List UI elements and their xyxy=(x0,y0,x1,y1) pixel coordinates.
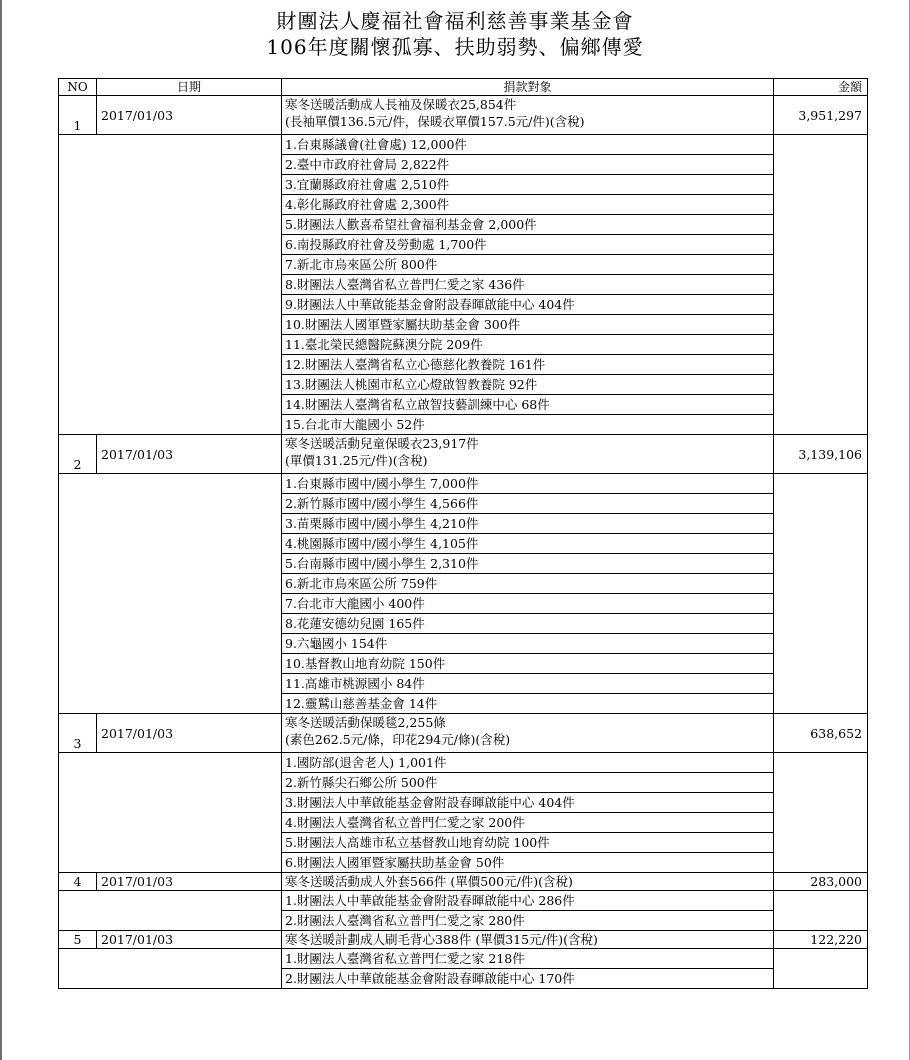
row-number: 1 xyxy=(59,96,97,135)
blank-cell xyxy=(59,135,282,435)
row-amount: 122,220 xyxy=(774,931,868,949)
row-date: 2017/01/03 xyxy=(97,931,282,949)
page-edge-left xyxy=(0,0,2,1060)
recipient-item: 5.台南縣市國中/國小學生 2,310件 xyxy=(282,554,774,574)
recipient-item: 3.苗栗縣市國中/國小學生 4,210件 xyxy=(282,514,774,534)
recipient-item: 2.財團法人中華啟能基金會附設春暉啟能中心 170件 xyxy=(282,969,774,989)
recipient-item: 4.桃園縣市國中/國小學生 4,105件 xyxy=(282,534,774,554)
recipient-item: 8.花蓮安德幼兒園 165件 xyxy=(282,614,774,634)
recipient-item: 6.財團法人國軍暨家屬扶助基金會 50件 xyxy=(282,853,774,873)
recipient-item: 10.財團法人國軍暨家屬扶助基金會 300件 xyxy=(282,315,774,335)
column-header-no: NO xyxy=(59,79,97,96)
row-number: 4 xyxy=(59,873,97,891)
description-line: 寒冬送暖計劃成人刷毛背心388件 (單價315元/件)(含稅) xyxy=(285,932,598,947)
recipient-row xyxy=(59,949,868,969)
recipient-item: 7.台北市大龍國小 400件 xyxy=(282,594,774,614)
blank-amount-cell xyxy=(774,891,868,931)
recipient-item: 3.財團法人中華啟能基金會附設春暉啟能中心 404件 xyxy=(282,793,774,813)
row-date: 2017/01/03 xyxy=(97,435,282,474)
row-description xyxy=(282,96,774,135)
description-line: 寒冬送暖活動成人外套566件 (單價500元/件)(含稅) xyxy=(285,874,573,889)
recipient-item: 1.財團法人臺灣省私立普門仁愛之家 218件 xyxy=(282,949,774,969)
row-amount: 638,652 xyxy=(774,714,868,753)
recipient-item: 9.財團法人中華啟能基金會附設春暉啟能中心 404件 xyxy=(282,295,774,315)
column-header-amount: 金額 xyxy=(774,79,868,96)
row-description xyxy=(282,873,774,891)
row-amount: 283,000 xyxy=(774,873,868,891)
donation-table xyxy=(58,78,868,989)
description-line: (長袖單價136.5元/件，保暖衣單價157.5元/件)(含稅) xyxy=(285,114,585,129)
recipient-item: 1.財團法人中華啟能基金會附設春暉啟能中心 286件 xyxy=(282,891,774,911)
donation-row xyxy=(59,931,868,949)
recipient-item: 11.臺北榮民總醫院蘇澳分院 209件 xyxy=(282,335,774,355)
row-date: 2017/01/03 xyxy=(97,873,282,891)
document-subtitle: 106年度關懷孤寡、扶助弱勢、偏鄉傳愛 xyxy=(266,35,644,59)
blank-amount-cell xyxy=(774,949,868,989)
recipient-item: 2.財團法人臺灣省私立普門仁愛之家 280件 xyxy=(282,911,774,931)
recipient-item: 12.財團法人臺灣省私立心德慈化教養院 161件 xyxy=(282,355,774,375)
blank-cell xyxy=(59,891,282,931)
blank-cell xyxy=(59,753,282,873)
description-line: (素色262.5元/條，印花294元/條)(含稅) xyxy=(285,732,511,747)
row-amount: 3,951,297 xyxy=(774,96,868,135)
document-header xyxy=(0,8,910,60)
recipient-item: 8.財團法人臺灣省私立普門仁愛之家 436件 xyxy=(282,275,774,295)
donation-row xyxy=(59,435,868,474)
recipient-item: 4.財團法人臺灣省私立普門仁愛之家 200件 xyxy=(282,813,774,833)
recipient-item: 1.台東縣市國中/國小學生 7,000件 xyxy=(282,474,774,494)
column-header-target: 捐款對象 xyxy=(282,79,774,96)
description-line: 寒冬送暖活動兒童保暖衣23,917件 xyxy=(285,436,479,451)
recipient-item: 4.彰化縣政府社會處 2,300件 xyxy=(282,195,774,215)
recipient-item: 2.新竹縣尖石鄉公所 500件 xyxy=(282,773,774,793)
recipient-item: 9.六龜國小 154件 xyxy=(282,634,774,654)
recipient-item: 10.基督教山地育幼院 150件 xyxy=(282,654,774,674)
recipient-item: 3.宜蘭縣政府社會處 2,510件 xyxy=(282,175,774,195)
recipient-item: 6.南投縣政府社會及勞動處 1,700件 xyxy=(282,235,774,255)
recipient-item: 1.國防部(退舍老人) 1,001件 xyxy=(282,753,774,773)
blank-amount-cell xyxy=(774,753,868,873)
blank-cell xyxy=(59,474,282,714)
description-line: (單價131.25元/件)(含稅) xyxy=(285,453,428,468)
description-line: 寒冬送暖活動成人長袖及保暖衣25,854件 xyxy=(285,97,517,112)
row-description xyxy=(282,714,774,753)
donation-row xyxy=(59,714,868,753)
column-header-date: 日期 xyxy=(97,79,282,96)
row-date: 2017/01/03 xyxy=(97,96,282,135)
donation-row xyxy=(59,96,868,135)
row-number: 5 xyxy=(59,931,97,949)
donation-row xyxy=(59,873,868,891)
description-line: 寒冬送暖活動保暖毯2,255條 xyxy=(285,715,446,730)
table-body xyxy=(59,96,868,989)
row-number: 3 xyxy=(59,714,97,753)
blank-amount-cell xyxy=(774,135,868,435)
row-number: 2 xyxy=(59,435,97,474)
recipient-item: 1.台東縣議會(社會處) 12,000件 xyxy=(282,135,774,155)
recipient-item: 2.新竹縣市國中/國小學生 4,566件 xyxy=(282,494,774,514)
table-header-row xyxy=(59,79,868,96)
recipient-item: 13.財團法人桃園市私立心燈啟智教養院 92件 xyxy=(282,375,774,395)
row-description xyxy=(282,931,774,949)
recipient-item: 14.財團法人臺灣省私立啟智技藝訓練中心 68件 xyxy=(282,395,774,415)
recipient-row xyxy=(59,474,868,494)
recipient-item: 5.財團法人歡喜希望社會福利基金會 2,000件 xyxy=(282,215,774,235)
recipient-item: 11.高雄市桃源國小 84件 xyxy=(282,674,774,694)
recipient-item: 15.台北市大龍國小 52件 xyxy=(282,415,774,435)
recipient-row xyxy=(59,753,868,773)
row-amount: 3,139,106 xyxy=(774,435,868,474)
recipient-item: 7.新北市烏來區公所 800件 xyxy=(282,255,774,275)
recipient-item: 5.財團法人高雄市私立基督教山地育幼院 100件 xyxy=(282,833,774,853)
row-date: 2017/01/03 xyxy=(97,714,282,753)
blank-cell xyxy=(59,949,282,989)
recipient-row xyxy=(59,891,868,911)
recipient-row xyxy=(59,135,868,155)
recipient-item: 6.新北市烏來區公所 759件 xyxy=(282,574,774,594)
recipient-item: 12.靈鷲山慈善基金會 14件 xyxy=(282,694,774,714)
row-description xyxy=(282,435,774,474)
document-title: 財團法人慶福社會福利慈善事業基金會 xyxy=(276,9,634,33)
recipient-item: 2.臺中市政府社會局 2,822件 xyxy=(282,155,774,175)
blank-amount-cell xyxy=(774,474,868,714)
